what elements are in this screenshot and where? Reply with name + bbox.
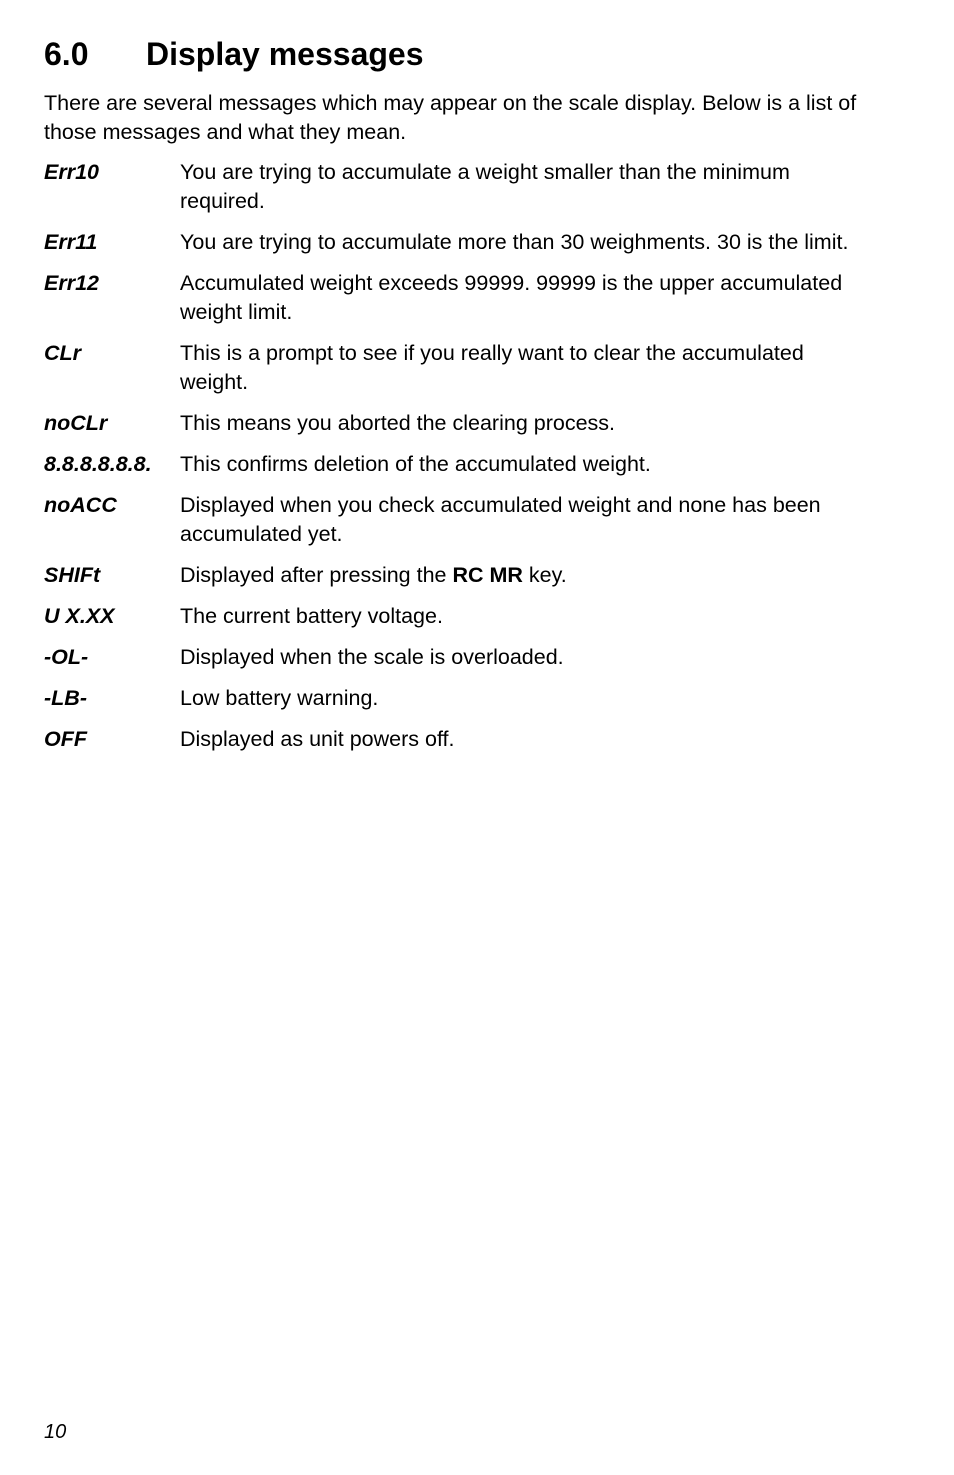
message-description: Displayed as unit powers off. [180, 727, 455, 751]
message-description: You are trying to accumulate a weight smaller than the minimum required. [180, 160, 790, 213]
section-heading [44, 34, 424, 74]
message-code: SHIFt [44, 563, 101, 587]
message-row [44, 158, 874, 216]
message-description: The current battery voltage. [180, 604, 443, 628]
message-description: This means you aborted the clearing process. [180, 411, 616, 435]
message-row [44, 228, 874, 257]
message-row [44, 561, 874, 590]
message-description: Displayed when the scale is overloaded. [180, 645, 564, 669]
message-description: You are trying to accumulate more than 30 weighments. 30 is the limit. [180, 230, 849, 254]
page-number: 10 [44, 1421, 67, 1443]
description-text-before: Displayed after pressing the [180, 563, 453, 587]
message-code: CLr [44, 341, 82, 365]
message-code: Err12 [44, 271, 99, 295]
message-row [44, 269, 874, 327]
message-code: -OL- [44, 645, 89, 669]
message-description: Accumulated weight exceeds 99999. 99999 is the upper accumulated weight limit. [180, 271, 843, 324]
description-text-after: key. [522, 563, 567, 587]
message-code: 8.8.8.8.8.8. [44, 452, 152, 476]
message-code: noACC [44, 493, 117, 517]
message-row [44, 450, 874, 479]
message-code: Err11 [44, 230, 98, 254]
section-number: 6.0 [44, 36, 89, 72]
message-row [44, 725, 874, 754]
message-code: -LB- [44, 686, 87, 710]
message-description: This is a prompt to see if you really want to clear the accumulated weight. [180, 341, 804, 394]
message-code: Err10 [44, 160, 99, 184]
section-title: Display messages [146, 36, 424, 72]
message-list [44, 158, 874, 766]
message-description: This confirms deletion of the accumulated weight. [180, 452, 651, 476]
message-row [44, 684, 874, 713]
message-description: Low battery warning. [180, 686, 379, 710]
intro-paragraph: There are several messages which may appear on the scale display. Below is a list of those messages and what they mean. [44, 91, 857, 144]
message-code: noCLr [44, 411, 108, 435]
message-description: Displayed when you check accumulated weight and none has been accumulated yet. [180, 493, 821, 546]
message-row [44, 643, 874, 672]
message-row [44, 491, 874, 549]
message-description [180, 561, 874, 590]
key-label: RC MR [452, 563, 523, 587]
message-code: OFF [44, 727, 87, 751]
message-row [44, 602, 874, 631]
message-code: U X.XX [44, 604, 115, 628]
message-row [44, 339, 874, 397]
message-row [44, 409, 874, 438]
